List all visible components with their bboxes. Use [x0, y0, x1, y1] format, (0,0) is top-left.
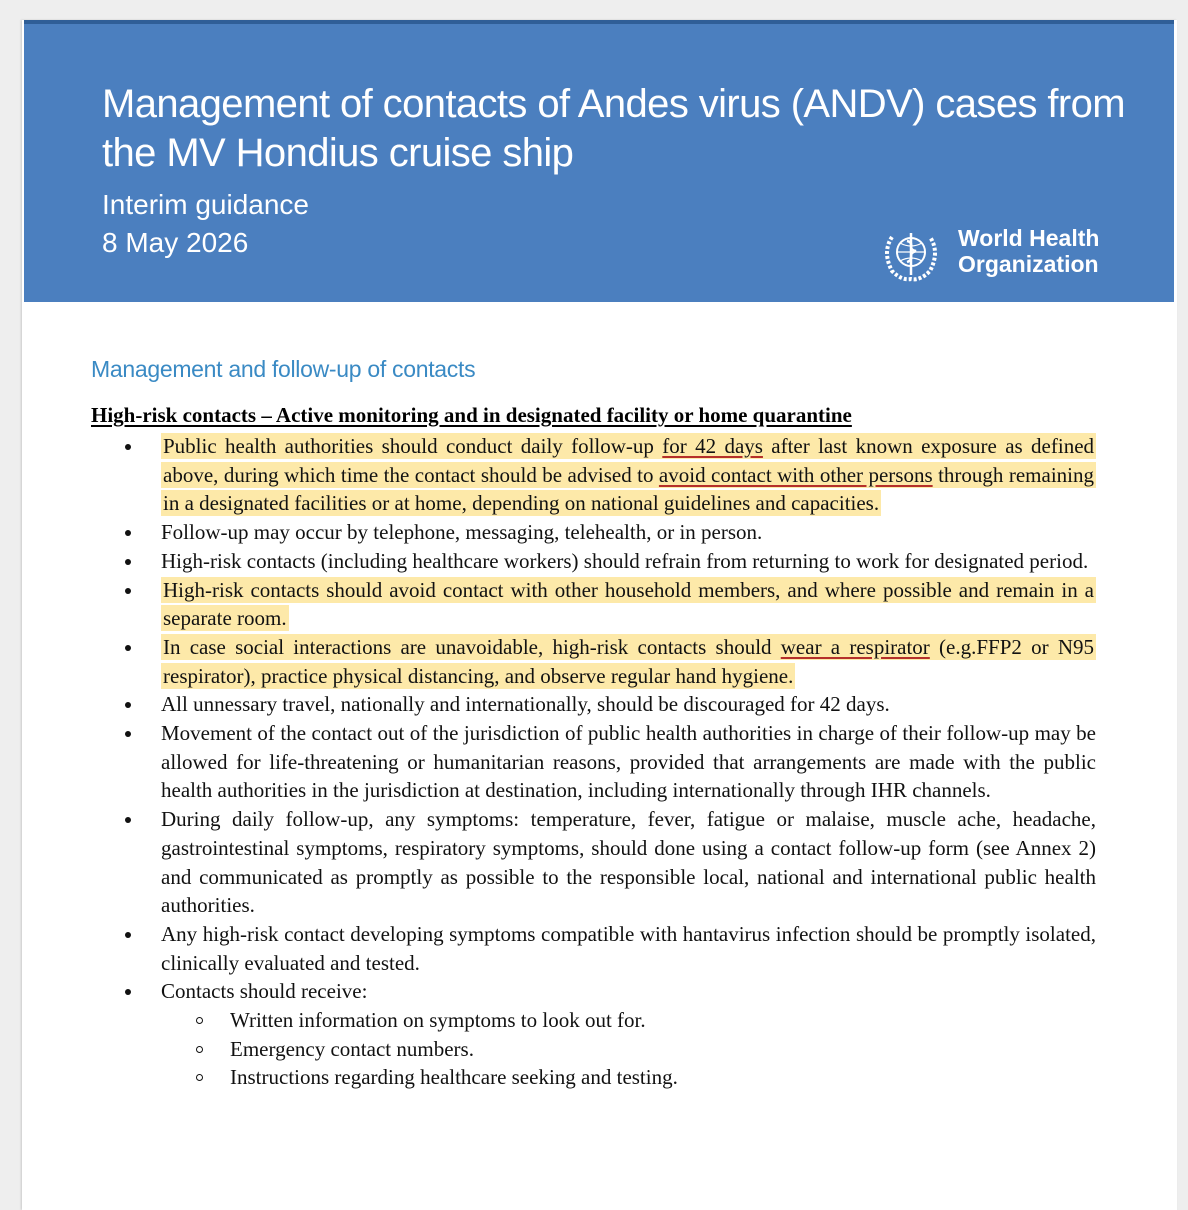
list-item [114, 432, 1096, 518]
list-item [114, 633, 1096, 690]
bullet-icon [125, 559, 131, 565]
document-page [22, 20, 1177, 1210]
bullet-icon [125, 989, 131, 995]
sub-list-item-text: Instructions regarding healthcare seeking and testing. [230, 1065, 678, 1090]
underlined-text: for 42 days [662, 434, 763, 458]
highlighted-text [161, 634, 1096, 689]
guidance-list [114, 432, 1096, 1092]
text-span: Public health authorities should conduct daily follow-up [163, 434, 663, 458]
bullet-icon [125, 702, 131, 708]
document-date: 8 May 2026 [102, 227, 249, 258]
list-item [114, 977, 1096, 1092]
text-span: after last known exposure as defined above, during which time the contact should be advised to [163, 434, 1095, 487]
who-emblem-icon [876, 219, 946, 289]
list-item-text: Any high-risk contact developing symptoms compatible with hantavirus infection should be promptly isolated, clinically evaluated and tested. [161, 921, 1096, 975]
bullet-icon [125, 530, 131, 536]
list-item [114, 518, 1096, 547]
sub-list-item [161, 1035, 1096, 1064]
list-item [114, 547, 1096, 576]
section-heading: Management and follow-up of contacts [91, 356, 476, 382]
sub-list [161, 1006, 1096, 1092]
bullet-icon [125, 444, 131, 450]
text-span: In case social interactions are unavoidable, high-risk contacts should [163, 634, 781, 659]
circle-bullet-icon [196, 1046, 203, 1053]
list-item-text: All unnessary travel, nationally and internationally, should be discouraged for 42 days. [161, 692, 890, 717]
header-banner [24, 20, 1174, 302]
text-span: (e.g.FFP2 or N95 respirator), practice physical distancing, and observe regular hand hygiene. [163, 634, 1094, 688]
list-item-text: Contacts should receive: [161, 979, 368, 1004]
text-span: through remaining in a designated facilities or at home, depending on national guidelines and capacities. [163, 462, 1094, 516]
document-subtitle: Interim guidance [102, 189, 310, 220]
who-name-line1: World Health [958, 225, 1100, 251]
list-item [114, 920, 1096, 977]
highlighted-text [161, 433, 1096, 516]
list-item-text: High-risk contacts (including healthcare workers) should refrain from returning to work for designated period. [161, 548, 1089, 573]
sub-list-item [161, 1006, 1096, 1035]
underlined-text: wear a respirator [780, 634, 930, 659]
list-item [114, 719, 1096, 805]
who-name-line2: Organization [958, 251, 1099, 277]
sub-list-item [161, 1063, 1096, 1092]
bullet-icon [125, 588, 131, 594]
bullet-icon [125, 817, 131, 823]
underlined-text: avoid contact with other persons [658, 462, 933, 487]
circle-bullet-icon [196, 1017, 203, 1024]
highlighted-text: High-risk contacts should avoid contact with other household members, and where possible and remain in a separate room. [163, 577, 1094, 631]
sub-list-item-text: Written information on symptoms to look out for. [230, 1008, 646, 1033]
list-item-text: Follow-up may occur by telephone, messaging, telehealth, or in person. [161, 520, 763, 545]
list-item [114, 805, 1096, 920]
bullet-icon [125, 932, 131, 938]
subsection-heading: High-risk contacts – Active monitoring and in designated facility or home quarantine [91, 403, 852, 427]
document-title: Management of contacts of Andes virus (ANDV) cases from the MV Hondius cruise ship [102, 82, 1125, 175]
list-item-text: Movement of the contact out of the jurisdiction of public health authorities in charge of their follow-up may be allowed for life-threatening or humanitarian reasons, provided that arrangements are made with the public health authorities in the jurisdiction at destination, including internationally through IHR channels. [161, 721, 1096, 803]
sub-list-item-text: Emergency contact numbers. [230, 1036, 474, 1061]
list-item [114, 576, 1096, 633]
bullet-icon [125, 645, 131, 651]
bullet-icon [125, 731, 131, 737]
list-item [114, 690, 1096, 719]
circle-bullet-icon [196, 1074, 203, 1081]
list-item-text: During daily follow-up, any symptoms: temperature, fever, fatigue or malaise, muscle ache, headache, gastrointestinal symptoms, respiratory symptoms, should done using a contact follow-up form (see Annex 2) and communicated as promptly as possible to the responsible local, national and international public health authorities. [161, 807, 1096, 918]
who-name [958, 225, 1099, 277]
